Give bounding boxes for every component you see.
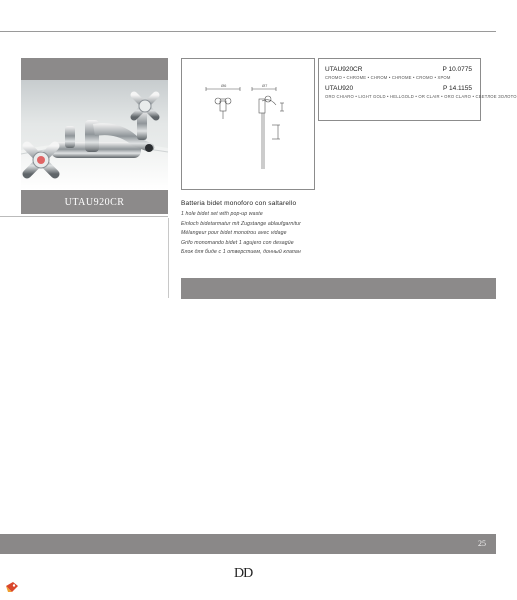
price-table bbox=[318, 58, 517, 121]
product-price: P 10.0775 bbox=[442, 66, 472, 73]
finish-description: CROMO • CHROME • CHROM • CHROME • CROMO • ХРОМ bbox=[325, 75, 451, 80]
drawing-dim-right: Ø7 bbox=[262, 83, 268, 88]
section-band bbox=[181, 278, 496, 299]
tag-icon[interactable] bbox=[4, 580, 20, 594]
product-photo-block bbox=[21, 58, 168, 214]
top-rule bbox=[0, 31, 496, 32]
product-price: P 14.1155 bbox=[442, 85, 472, 92]
product-code: UTAU920 bbox=[325, 85, 354, 92]
product-description bbox=[181, 200, 421, 258]
description-line: 1 hole bidet set with pop-up waste bbox=[181, 211, 263, 217]
photo-underline bbox=[0, 216, 168, 217]
description-line: Einloch bidetarmatur mit Zugstange ablaufgarnitur bbox=[181, 220, 301, 227]
description-line: Grifo monomando bidet 1 agujero con desagüe bbox=[181, 239, 294, 246]
photo-caption: UTAU920CR bbox=[21, 190, 168, 214]
description-line: Блок для биде с 1 отверстием, донный клапан bbox=[181, 249, 301, 255]
photo-top-band bbox=[21, 58, 168, 80]
vertical-divider bbox=[168, 218, 169, 298]
price-entry bbox=[325, 65, 472, 81]
description-line: Mélangeur pour bidet monotrou avec vidage bbox=[181, 230, 287, 236]
footer-band bbox=[0, 534, 496, 554]
product-code: UTAU920CR bbox=[325, 66, 363, 73]
page-number: 25 bbox=[478, 539, 486, 548]
technical-drawing bbox=[181, 58, 315, 190]
price-entry bbox=[325, 84, 517, 100]
faucet-image bbox=[21, 80, 168, 190]
technical-drawing-svg bbox=[182, 59, 314, 189]
finish-description: ORO CHIARO • LIGHT GOLD • HELLGOLD • OR CLAIR • ORO CLARO • СВЕТЛОЕ ЗОЛОТО bbox=[325, 94, 517, 99]
description-title: Batteria bidet monoforo con saltarello bbox=[181, 200, 297, 207]
product-photo bbox=[21, 80, 168, 190]
brand-logo: DD bbox=[234, 566, 253, 581]
drawing-dim-left: Ø6 bbox=[221, 83, 227, 88]
